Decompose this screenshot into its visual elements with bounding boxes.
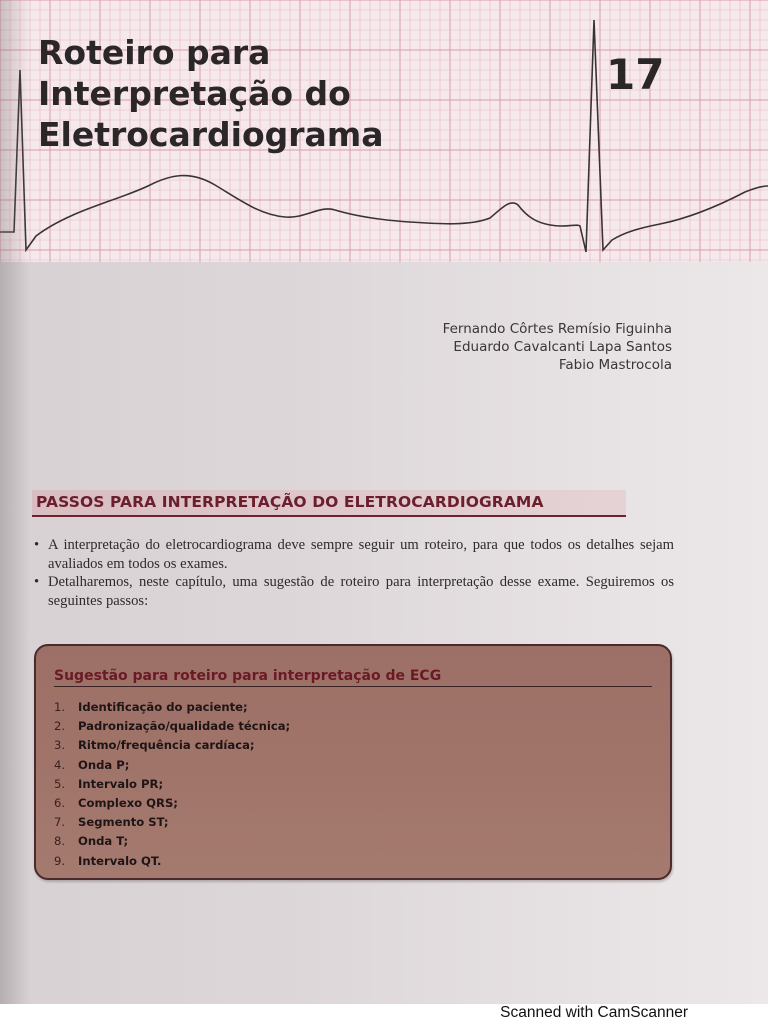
list-item-number: 4. [54,757,66,772]
list-item [54,852,290,871]
list-item-number: 8. [54,834,66,849]
list-item-number: 7. [54,815,66,830]
list-item-label: Onda T; [78,834,129,849]
ecg-steps-box [34,644,672,880]
list-item-label: Identificação do paciente; [78,700,248,714]
list-item-number: 6. [54,796,66,811]
author-name: Fernando Côrtes Remísio Figuinha [442,321,672,337]
list-item [54,698,290,717]
author-name: Eduardo Cavalcanti Lapa Santos [453,339,672,355]
ecg-steps-list [54,698,290,871]
author-list [443,320,672,374]
list-item-label: Intervalo QT. [78,853,162,868]
section-heading [32,490,626,517]
ecg-steps-box-title: Sugestão para roteiro para interpretação de ECG [54,668,652,687]
bullet-list [34,536,674,610]
list-item-label: Onda P; [78,757,130,772]
list-item [54,736,290,755]
chapter-title [38,32,518,155]
scanner-watermark: Scanned with CamScanner [496,1004,692,1022]
bullet-item: • A interpretação do eletrocardiograma deve sempre seguir um roteiro, para que todos os detalhes sejam avaliados em todos os exames. [34,536,674,573]
list-item-number: 9. [54,853,66,868]
list-item-label: Ritmo/frequência cardíaca; [78,738,255,753]
list-item-label: Intervalo PR; [78,776,164,791]
list-item-label: Complexo QRS; [78,796,178,811]
list-item [54,813,290,832]
list-item [54,717,290,736]
chapter-number: 17 [606,50,665,99]
list-item [54,775,290,794]
list-item-number: 3. [54,738,66,753]
list-item [54,756,290,775]
list-item-label: Padronização/qualidade técnica; [78,719,291,734]
bullet-item: • Detalharemos, neste capítulo, uma sugestão de roteiro para interpretação desse exame. Seguiremos os seguintes passos: [34,573,674,610]
section-heading-text: PASSOS PARA INTERPRETAÇÃO DO ELETROCARDIOGRAMA [36,493,544,511]
list-item-number: 5. [54,776,66,791]
list-item-label: Segmento ST; [78,815,169,830]
page-fold-shadow [0,0,30,1004]
list-item [54,832,290,851]
chapter-title-line-1: Roteiro para [38,33,271,72]
list-item-number: 1. [54,700,66,714]
author-name: Fabio Mastrocola [558,357,672,373]
ecg-grid-header [0,0,768,262]
list-item-number: 2. [54,719,66,734]
chapter-title-line-2: Interpretação do [38,74,351,113]
chapter-title-line-3: Eletrocardiograma [38,115,384,154]
list-item [54,794,290,813]
